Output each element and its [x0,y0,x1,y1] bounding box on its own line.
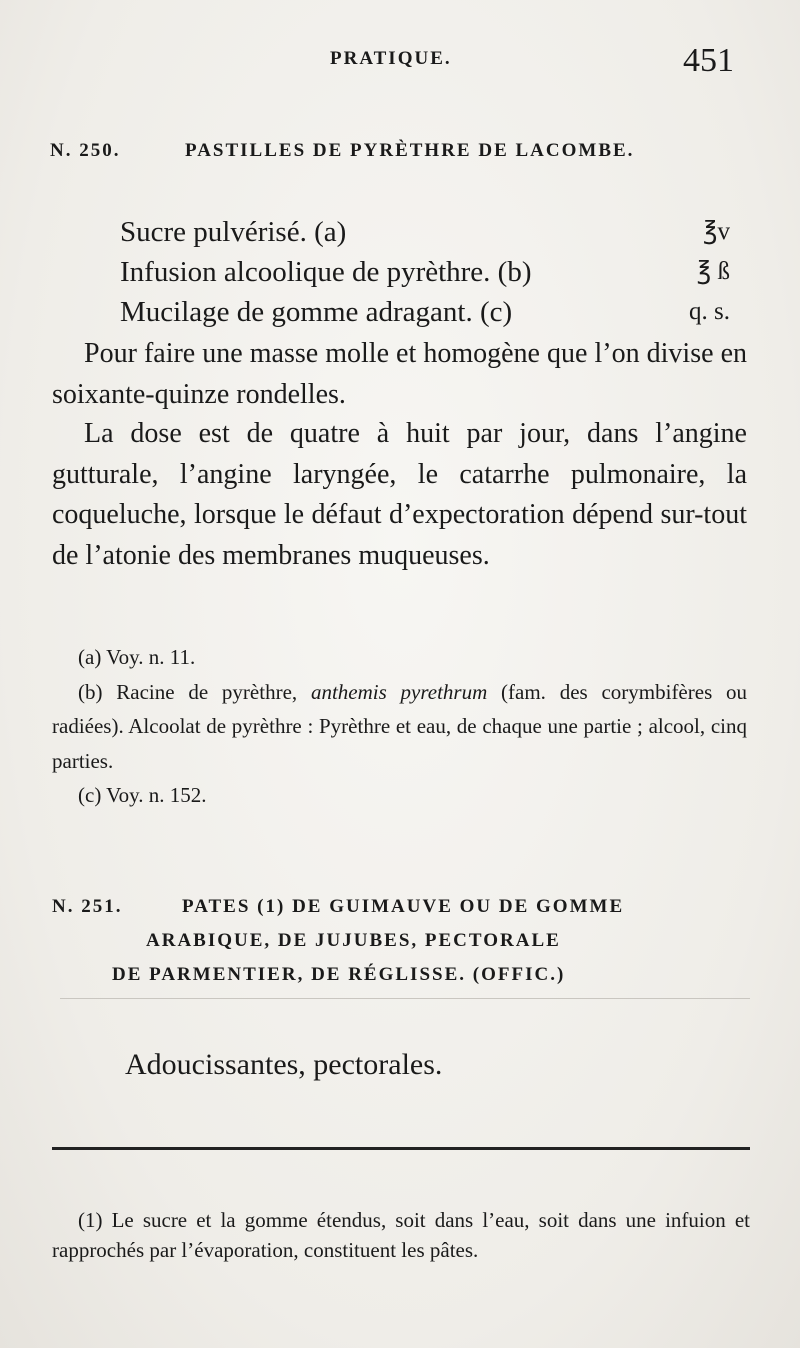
note-b [52,675,747,779]
note-b-latin-name: anthemis pyrethrum [310,679,488,704]
paragraph-preparation: Pour faire une masse molle et homogène que l’on divise en soixante-quinze rondelles. [52,338,747,410]
section-250-title: PASTILLES DE PYRÈTHRE DE LACOMBE. [185,140,635,161]
running-head [0,44,800,84]
section-250-notes [52,640,747,813]
note-b-suffix: (fam. des corymbifères ou radiées). Alcoolat de pyrèthre : Pyrèthre et eau, de chaque une partie ; alcool, cinq parties. [52,679,748,773]
recipe-ingredient: Infusion alcoolique de pyrèthre. (b) [120,256,532,288]
recipe-row [120,212,760,252]
section-250-number: N. 250. [50,140,121,161]
footnote-1: (1) Le sucre et la gomme étendus, soit dans l’eau, soit dans une infuion et rapprochés par l’évaporation, constituent les pâtes. [52,1208,750,1262]
section-251-number: N. 251. [52,896,123,917]
recipe-quantity: ℥ ß [696,258,730,285]
recipe-ingredient: Mucilage de gomme adragant. (c) [120,296,513,328]
section-251-title-2: ARABIQUE, DE JUJUBES, PECTORALE [146,930,561,951]
footnote [52,1205,750,1265]
section-251-title-1: PATES (1) DE GUIMAUVE OU DE GOMME [182,896,625,917]
recipe-list [120,212,760,332]
recipe-row [120,252,760,292]
page-number: 451 [683,42,734,79]
section-251-heading [52,890,752,992]
recipe-ingredient: Sucre pulvérisé. (a) [120,216,347,248]
note-a: (a) Voy. n. 11. [78,645,196,669]
recipe-quantity: ℥v [703,218,730,245]
section-250-heading [50,140,634,162]
paragraph-dosage: La dose est de quatre à huit par jour, dans l’angine gutturale, l’angine laryngée, le catarrhe pulmonaire, la coqueluche, lorsque le défaut d’expectoration dépend sur-tout de l’atonie des membranes muqueuses. [52,418,747,571]
recipe-row [120,292,760,332]
note-c: (c) Voy. n. 152. [78,783,207,807]
note-b-prefix: (b) Racine de pyrèthre, [78,679,298,704]
section-251-title-3: DE PARMENTIER, DE RÉGLISSE. (OFFIC.) [112,964,566,985]
footnote-rule [52,1147,750,1150]
divider [60,998,750,999]
section-251-title-line [52,890,752,924]
section-251-tagline: Adoucissantes, pectorales. [125,1048,443,1081]
recipe-quantity: q. s. [689,298,730,325]
running-head-title: PRATIQUE. [330,48,452,69]
